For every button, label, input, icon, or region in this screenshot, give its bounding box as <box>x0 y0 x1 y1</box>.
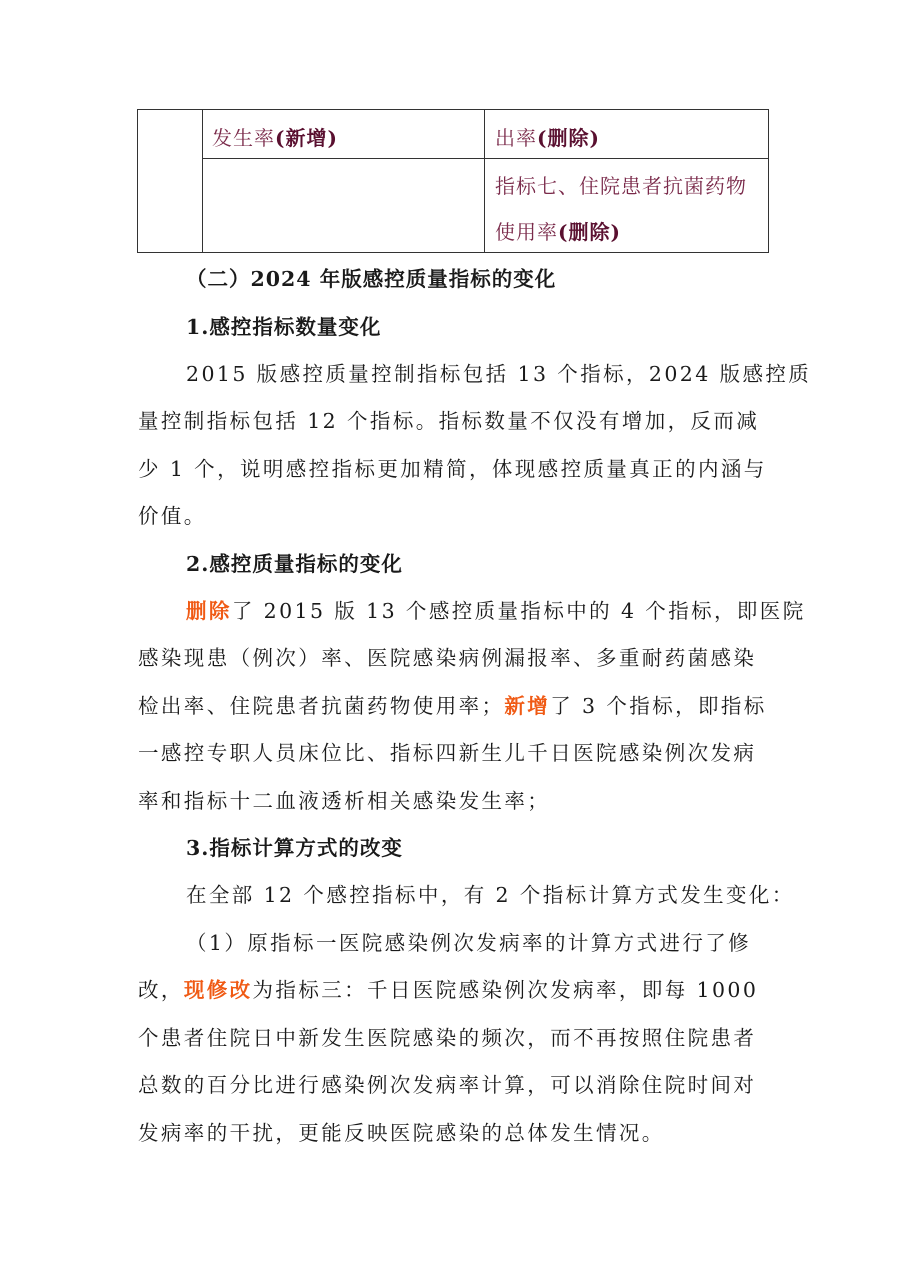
subsection-heading-1: 1.感控指标数量变化 <box>186 315 382 339</box>
table-cell-indicator-seven <box>495 170 747 199</box>
table-column-divider <box>484 110 485 252</box>
subsection-heading-2: 2.感控质量指标的变化 <box>186 552 403 576</box>
paragraph-line: 少 1 个，说明感控指标更加精简，体现感控质量真正的内涵与 <box>138 457 767 481</box>
paragraph-line <box>138 977 758 1003</box>
paragraph-line: 在全部 12 个感控指标中，有 2 个指标计算方式发生变化： <box>186 883 795 907</box>
table-cell-deleted-rate <box>495 122 600 151</box>
cell-text: 指标七、住院患者抗菌药物 <box>495 174 747 198</box>
new-highlight: 新增 <box>504 694 551 718</box>
new-tag: (新增) <box>275 126 338 150</box>
paragraph-line: 价值。 <box>138 504 207 528</box>
deleted-tag: (删除) <box>558 220 621 244</box>
paragraph-line: 2015 版感控质量控制指标包括 13 个指标，2024 版感控质 <box>186 362 812 386</box>
paragraph-line: 总数的百分比进行感染例次发病率计算，可以消除住院时间对 <box>138 1073 757 1097</box>
table-row-divider <box>202 158 768 159</box>
modified-highlight: 现修改 <box>183 978 253 1002</box>
line-text: 了 2015 版 13 个感控质量指标中的 4 个指标，即医院 <box>231 599 806 623</box>
cell-text: 使用率 <box>495 220 558 244</box>
table-column-divider <box>202 110 203 252</box>
line-text: 检出率、住院患者抗菌药物使用率； <box>138 694 505 718</box>
table-cell-usage-rate <box>495 216 621 245</box>
line-text: 改， <box>138 978 184 1002</box>
line-text: 为指标三：千日医院感染例次发病率，即每 1000 <box>252 978 759 1002</box>
paragraph-line: 一感控专职人员床位比、指标四新生儿千日医院感染例次发病 <box>138 741 757 765</box>
paragraph-line: 感染现患（例次）率、医院感染病例漏报率、多重耐药菌感染 <box>138 646 757 670</box>
paragraph-line <box>186 598 806 624</box>
paragraph-line <box>138 693 767 719</box>
deleted-highlight: 删除 <box>186 599 232 623</box>
cell-text: 发生率 <box>212 126 275 150</box>
indicator-comparison-table <box>137 109 769 253</box>
section-title: （二）2024 年版感控质量指标的变化 <box>186 267 557 291</box>
table-cell-new-rate <box>212 122 338 151</box>
paragraph-line: 个患者住院日中新发生医院感染的频次，而不再按照住院患者 <box>138 1026 757 1050</box>
paragraph-line: 量控制指标包括 12 个指标。指标数量不仅没有增加，反而减 <box>138 409 760 433</box>
paragraph-line: 发病率的干扰，更能反映医院感染的总体发生情况。 <box>138 1121 665 1145</box>
paragraph-line: （1）原指标一医院感染例次发病率的计算方式进行了修 <box>186 931 752 955</box>
cell-text: 出率 <box>495 126 537 150</box>
paragraph-line: 率和指标十二血液透析相关感染发生率； <box>138 789 551 813</box>
subsection-heading-3: 3.指标计算方式的改变 <box>186 836 403 860</box>
deleted-tag: (删除) <box>537 126 600 150</box>
line-text: 了 3 个指标，即指标 <box>550 694 767 718</box>
